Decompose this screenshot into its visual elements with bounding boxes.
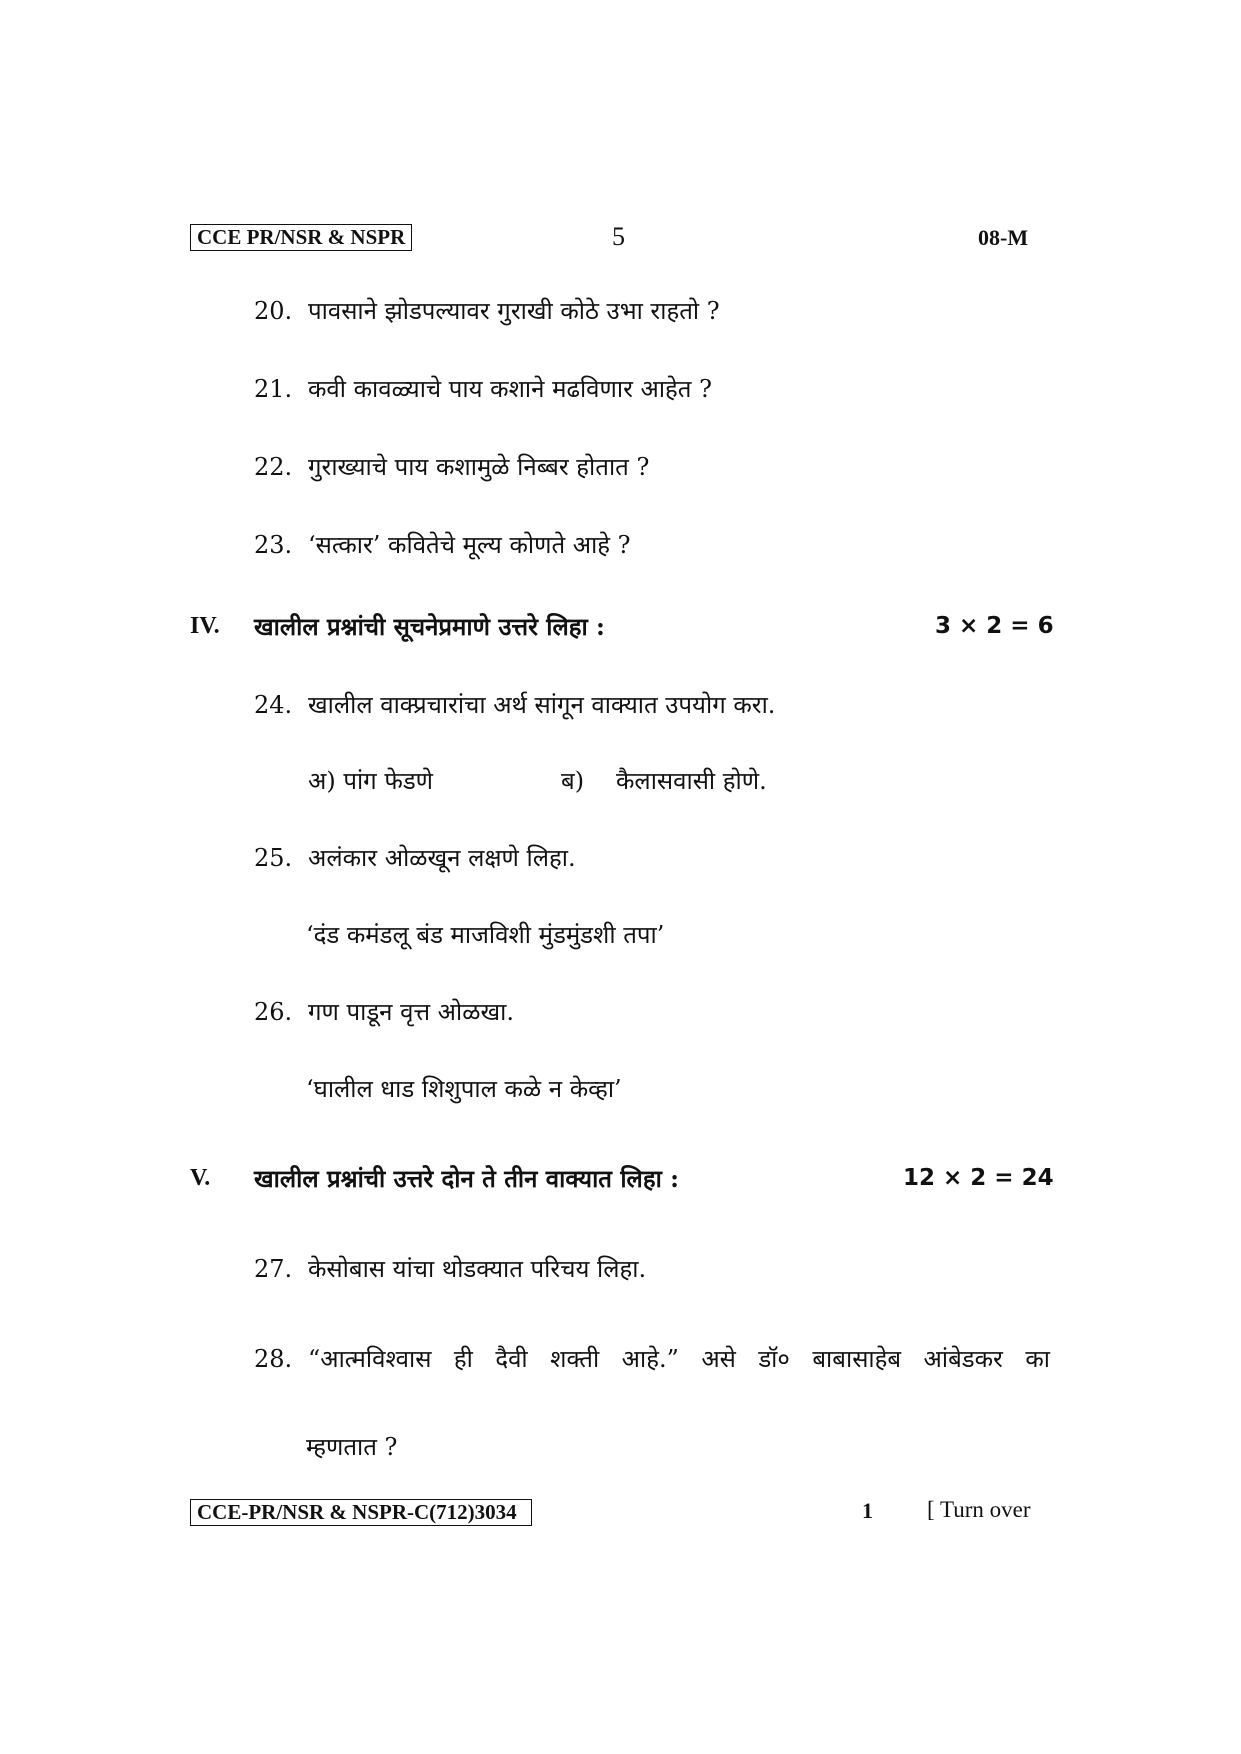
question-number: 26. <box>254 998 293 1026</box>
question-text-line1: “आत्मविश्वास ही दैवी शक्ती आहे.” असे डॉ० बाबासाहेब आंबेडकर का <box>308 1345 1050 1373</box>
section-iv-marks: 3 × 2 = 6 <box>935 613 1054 639</box>
section-v-marks: 12 × 2 = 24 <box>903 1165 1054 1191</box>
question-28-line2: म्हणतात ? <box>306 1433 398 1461</box>
section-iv-title: खालील प्रश्नांची सूचनेप्रमाणे उत्तरे लिहा : <box>254 612 605 641</box>
question-text: गुराख्याचे पाय कशामुळे निब्बर होतात ? <box>308 453 650 481</box>
question-text: कवी कावळ्याचे पाय कशाने मढविणार आहेत ? <box>308 375 712 403</box>
question-25-quote: ‘दंड कमंडलू बंड माजविशी मुंडमुंडशी तपा’ <box>306 921 665 949</box>
question-26 <box>254 997 514 1027</box>
question-25 <box>254 843 576 873</box>
question-24 <box>254 690 775 720</box>
section-iv-label: IV. <box>190 613 220 639</box>
question-number: 28. <box>254 1345 293 1373</box>
question-text: अलंकार ओळखून लक्षणे लिहा. <box>308 844 576 872</box>
question-text: गण पाडून वृत्त ओळखा. <box>308 998 514 1026</box>
question-text: ‘सत्कार’ कवितेचे मूल्य कोणते आहे ? <box>308 531 631 559</box>
question-28 <box>254 1344 1050 1374</box>
question-26-quote: ‘घालील धाड शिशुपाल कळे न केव्हा’ <box>306 1075 622 1103</box>
section-v-label: V. <box>190 1165 211 1191</box>
question-number: 27. <box>254 1255 293 1283</box>
footer-left-code: CCE-PR/NSR & NSPR-C(712)3034 <box>190 1499 532 1526</box>
question-27 <box>254 1254 646 1284</box>
footer-page: 1 <box>862 1498 873 1523</box>
question-number: 20. <box>254 297 293 325</box>
turn-over: [ Turn over <box>927 1497 1031 1522</box>
question-text: पावसाने झोडपल्यावर गुराखी कोठे उभा राहतो ? <box>308 297 720 325</box>
question-23 <box>254 530 631 560</box>
question-21 <box>254 374 712 404</box>
question-number: 23. <box>254 531 293 559</box>
header-left-code: CCE PR/NSR & NSPR <box>190 224 412 251</box>
option-a: अ) पांग फेडणे <box>308 767 434 795</box>
question-number: 25. <box>254 844 293 872</box>
question-number: 24. <box>254 691 293 719</box>
page-number: 5 <box>612 222 625 251</box>
question-number: 22. <box>254 453 293 481</box>
header-right-code: 08-M <box>978 225 1029 250</box>
question-number: 21. <box>254 375 293 403</box>
question-20 <box>254 296 720 326</box>
question-22 <box>254 452 649 482</box>
question-text: खालील वाक्प्रचारांचा अर्थ सांगून वाक्यात उपयोग करा. <box>308 691 776 719</box>
question-text: केसोबास यांचा थोडक्यात परिचय लिहा. <box>308 1255 647 1283</box>
option-b-label: ब) <box>561 767 585 795</box>
section-v-title: खालील प्रश्नांची उत्तरे दोन ते तीन वाक्यात लिहा : <box>254 1164 679 1193</box>
option-b-text: कैलासवासी होणे. <box>616 767 767 795</box>
